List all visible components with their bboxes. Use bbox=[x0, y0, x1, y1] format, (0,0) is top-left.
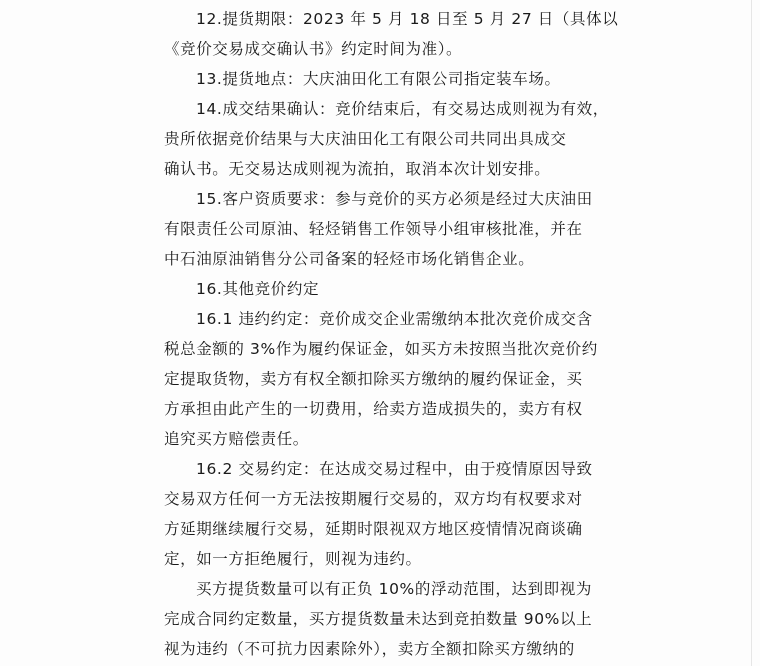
clause-16 bbox=[164, 274, 584, 304]
text-line: 有限责任公司原油、轻烃销售工作领导小组审核批准，并在 bbox=[164, 220, 583, 238]
text-line: 中石油原油销售分公司备案的轻烃市场化销售企业。 bbox=[164, 250, 535, 268]
text-line: 《竞价交易成交确认书》约定时间为准）。 bbox=[164, 40, 463, 58]
text-line: 买方提货数量可以有正负 10%的浮动范围，达到即视为 bbox=[196, 580, 592, 598]
clause-16-2 bbox=[164, 454, 593, 574]
text-line: 完成合同约定数量，买方提货数量未达到竞拍数量 90%以上 bbox=[164, 610, 593, 628]
clause-12 bbox=[164, 4, 619, 64]
text-line: 定，如一方拒绝履行，则视为违约。 bbox=[164, 550, 422, 568]
text-line: 16.1 违约约定：竞价成交企业需缴纳本批次竞价成交含 bbox=[196, 310, 593, 328]
text-line: 贵所依据竞价结果与大庆油田化工有限公司共同出具成交 bbox=[164, 130, 567, 148]
text-line: 确认书。无交易达成则视为流拍，取消本次计划安排。 bbox=[164, 160, 551, 178]
text-line: 13.提货地点：大庆油田化工有限公司指定装车场。 bbox=[196, 70, 561, 88]
clause-quantity bbox=[164, 574, 593, 664]
text-line: 追究买方赔偿责任。 bbox=[164, 430, 309, 448]
clause-15 bbox=[164, 184, 593, 274]
text-line: 方承担由此产生的一切费用，给卖方造成损失的，卖方有权 bbox=[164, 400, 583, 418]
text-line: 定提取货物，卖方有权全额扣除买方缴纳的履约保证金，买 bbox=[164, 370, 583, 388]
text-line: 15.客户资质要求：参与竞价的买方必须是经过大庆油田 bbox=[196, 190, 593, 208]
text-line: 16.2 交易约定：在达成交易过程中，由于疫情原因导致 bbox=[196, 460, 593, 478]
scan-edge bbox=[751, 0, 752, 666]
document-body bbox=[164, 4, 619, 664]
text-line: 16.其他竞价约定 bbox=[196, 280, 320, 298]
clause-14 bbox=[164, 94, 609, 184]
text-line: 方延期继续履行交易，延期时限视双方地区疫情情况商谈确 bbox=[164, 520, 583, 538]
text-line: 交易双方任何一方无法按期履行交易的，双方均有权要求对 bbox=[164, 490, 583, 508]
text-line: 视为违约（不可抗力因素除外），卖方全额扣除买方缴纳的 bbox=[164, 640, 575, 658]
text-line: 14.成交结果确认：竞价结束后，有交易达成则视为有效， bbox=[196, 100, 609, 118]
text-line: 12.提货期限：2023 年 5 月 18 日至 5 月 27 日（具体以 bbox=[196, 10, 619, 28]
clause-16-1 bbox=[164, 304, 598, 454]
text-line: 税总金额的 3%作为履约保证金，如买方未按照当批次竞价约 bbox=[164, 340, 598, 358]
clause-13 bbox=[164, 64, 584, 94]
